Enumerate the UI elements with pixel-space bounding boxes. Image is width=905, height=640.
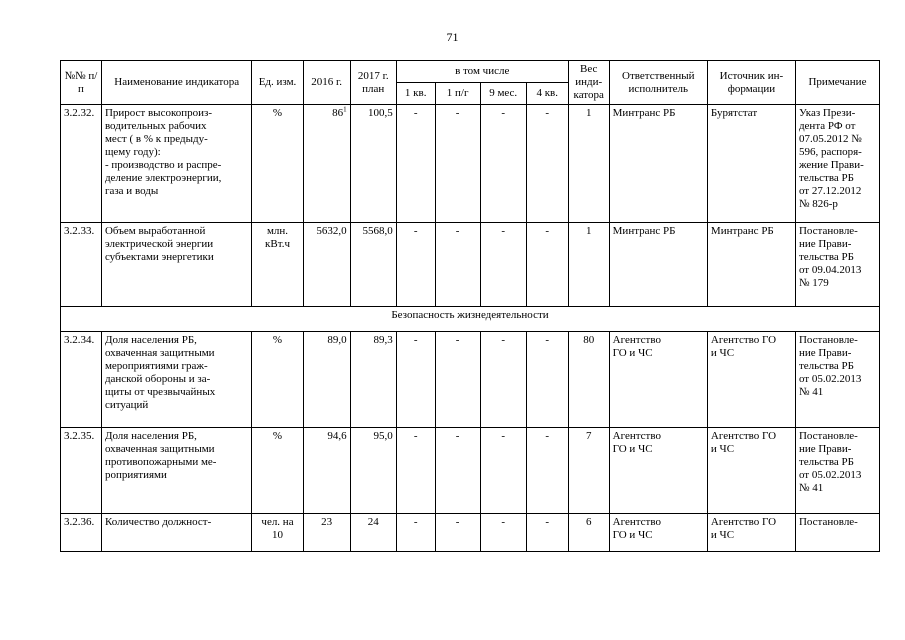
cell-q1: - bbox=[396, 428, 435, 514]
header-9m: 9 мес. bbox=[480, 83, 526, 105]
cell-9m: - bbox=[480, 105, 526, 223]
cell-num: 3.2.36. bbox=[61, 514, 102, 552]
cell-9m: - bbox=[480, 428, 526, 514]
cell-q1: - bbox=[396, 332, 435, 428]
table-row bbox=[61, 105, 880, 223]
cell-note: Постановле- ние Прави- тельства РБ от 09.04.2013 № 179 bbox=[795, 223, 879, 307]
indicators-table bbox=[60, 60, 880, 552]
cell-2016: 5632,0 bbox=[303, 223, 350, 307]
cell-h1: - bbox=[435, 223, 480, 307]
cell-responsible: Агентство ГО и ЧС bbox=[609, 332, 707, 428]
cell-2017: 95,0 bbox=[350, 428, 396, 514]
cell-note: Постановле- bbox=[795, 514, 879, 552]
cell-note: Постановле- ние Прави- тельства РБ от 05.02.2013 № 41 bbox=[795, 428, 879, 514]
cell-responsible: Минтранс РБ bbox=[609, 105, 707, 223]
header-responsible: Ответственный исполнитель bbox=[609, 61, 707, 105]
cell-h1: - bbox=[435, 428, 480, 514]
footnote-mark: 1 bbox=[343, 105, 347, 114]
cell-9m: - bbox=[480, 223, 526, 307]
cell-source: Бурятстат bbox=[707, 105, 795, 223]
header-2016: 2016 г. bbox=[303, 61, 350, 105]
value-2016: 86 bbox=[332, 107, 344, 119]
cell-2017: 89,3 bbox=[350, 332, 396, 428]
cell-unit: млн. кВт.ч bbox=[252, 223, 303, 307]
cell-q1: - bbox=[396, 514, 435, 552]
cell-2017: 24 bbox=[350, 514, 396, 552]
section-title: Безопасность жизнедеятельности bbox=[61, 307, 880, 332]
cell-num: 3.2.34. bbox=[61, 332, 102, 428]
cell-2016: 94,6 bbox=[303, 428, 350, 514]
cell-name: Количество должност- bbox=[101, 514, 251, 552]
cell-9m: - bbox=[480, 514, 526, 552]
cell-responsible: Агентство ГО и ЧС bbox=[609, 514, 707, 552]
header-row-1 bbox=[61, 61, 880, 83]
cell-name: Объем выработанной электрической энергии субъектами энергетики bbox=[101, 223, 251, 307]
cell-source: Минтранс РБ bbox=[707, 223, 795, 307]
cell-unit: % bbox=[252, 105, 303, 223]
cell-weight: 1 bbox=[568, 105, 609, 223]
cell-2016 bbox=[303, 105, 350, 223]
cell-q4: - bbox=[526, 105, 568, 223]
cell-h1: - bbox=[435, 332, 480, 428]
header-q4: 4 кв. bbox=[526, 83, 568, 105]
cell-2017: 100,5 bbox=[350, 105, 396, 223]
cell-weight: 80 bbox=[568, 332, 609, 428]
header-unit: Ед. изм. bbox=[252, 61, 303, 105]
cell-2016: 89,0 bbox=[303, 332, 350, 428]
table-row bbox=[61, 428, 880, 514]
cell-name: Прирост высокопроиз- водительных рабочих мест ( в % к предыду- щему году): - производство и распре- деление электроэнергии, газа и воды bbox=[101, 105, 251, 223]
cell-responsible: Минтранс РБ bbox=[609, 223, 707, 307]
cell-2016: 23 bbox=[303, 514, 350, 552]
cell-weight: 1 bbox=[568, 223, 609, 307]
cell-source: Агентство ГО и ЧС bbox=[707, 332, 795, 428]
header-name: Наименование индикатора bbox=[101, 61, 251, 105]
cell-num: 3.2.35. bbox=[61, 428, 102, 514]
page-number: 71 bbox=[446, 30, 459, 44]
cell-q4: - bbox=[526, 223, 568, 307]
cell-9m: - bbox=[480, 332, 526, 428]
cell-q1: - bbox=[396, 223, 435, 307]
section-row bbox=[61, 307, 880, 332]
header-note: Примечание bbox=[795, 61, 879, 105]
cell-num: 3.2.33. bbox=[61, 223, 102, 307]
cell-source: Агентство ГО и ЧС bbox=[707, 428, 795, 514]
cell-num: 3.2.32. bbox=[61, 105, 102, 223]
header-h1: 1 п/г bbox=[435, 83, 480, 105]
table-row bbox=[61, 223, 880, 307]
cell-weight: 7 bbox=[568, 428, 609, 514]
cell-q4: - bbox=[526, 428, 568, 514]
cell-h1: - bbox=[435, 514, 480, 552]
cell-2017: 5568,0 bbox=[350, 223, 396, 307]
table-row bbox=[61, 514, 880, 552]
header-source: Источник ин-формации bbox=[707, 61, 795, 105]
cell-h1: - bbox=[435, 105, 480, 223]
header-including: в том числе bbox=[396, 61, 568, 83]
cell-q4: - bbox=[526, 332, 568, 428]
cell-unit: чел. на 10 bbox=[252, 514, 303, 552]
header-num: №№ п/п bbox=[61, 61, 102, 105]
header-2017: 2017 г. план bbox=[350, 61, 396, 105]
cell-note: Указ Прези- дента РФ от 07.05.2012 № 596, распоря- жение Прави- тельства РБ от 27.12.2012 № 826-р bbox=[795, 105, 879, 223]
cell-responsible: Агентство ГО и ЧС bbox=[609, 428, 707, 514]
cell-unit: % bbox=[252, 428, 303, 514]
cell-q4: - bbox=[526, 514, 568, 552]
header-weight: Вес инди-катора bbox=[568, 61, 609, 105]
cell-name: Доля населения РБ, охваченная защитными мероприятиями граж- данской обороны и за- щиты от чрезвычайных ситуаций bbox=[101, 332, 251, 428]
cell-note: Постановле- ние Прави- тельства РБ от 05.02.2013 № 41 bbox=[795, 332, 879, 428]
cell-source: Агентство ГО и ЧС bbox=[707, 514, 795, 552]
cell-unit: % bbox=[252, 332, 303, 428]
cell-weight: 6 bbox=[568, 514, 609, 552]
cell-q1: - bbox=[396, 105, 435, 223]
table-row bbox=[61, 332, 880, 428]
header-q1: 1 кв. bbox=[396, 83, 435, 105]
cell-name: Доля населения РБ, охваченная защитными противопожарными ме- роприятиями bbox=[101, 428, 251, 514]
